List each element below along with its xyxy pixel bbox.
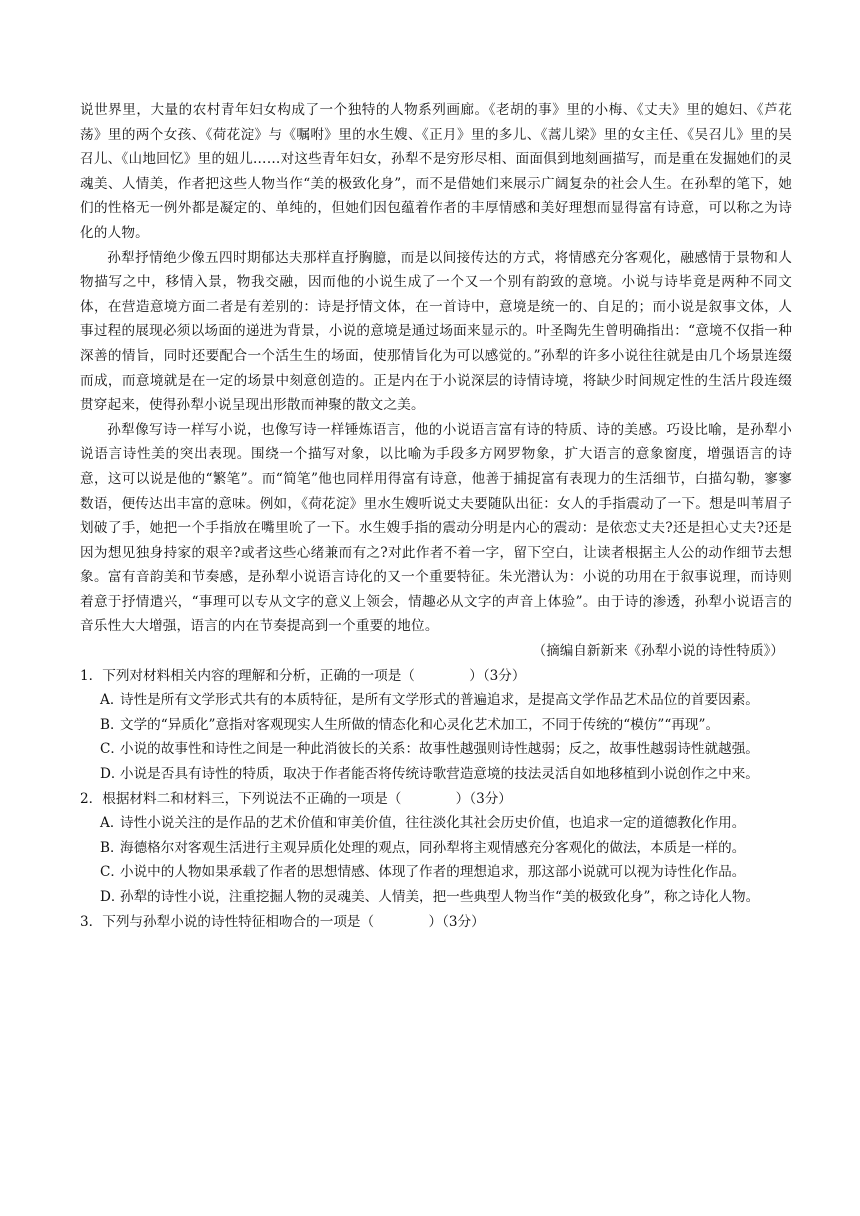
option-d[interactable]: [100, 762, 792, 787]
passage-paragraph: 孙犁像写诗一样写小说，也像写诗一样锤炼语言，他的小说语言富有诗的特质、诗的美感。巧设比喻，是孙犁小说语言诗性美的突出表现。围绕一个描写对象，以比喻为手段多方网罗物象，扩大语言的意象窗度，增强语言的诗意，这可以说是他的“繁笔”。而“简笔”他也同样用得富有诗意，他善于捕捉富有表现力的生活细节，白描勾勒，寥寥数语，便传达出丰富的意味。例如，《荷花淀》里水生嫂听说丈夫要随队出征：女人的手指震动了一下。想是叫苇眉子划破了手，她把一个手指放在嘴里吮了一下。水生嫂手指的震动分明是内心的震动：是依恋丈夫?还是担心丈夫?还是因为想见独身持家的艰辛?或者这些心绪兼而有之?对此作者不着一字，留下空白，让读者根据主人公的动作细节去想象。富有音韵美和节奏感，是孙犁小说语言诗化的又一个重要特征。朱光潜认为：小说的功用在于叙事说理，而诗则着意于抒情遣兴，“事理可以专从文字的意义上领会，情趣必从文字的声音上体验”。由于诗的渗透，孙犁小说语言的音乐性大大增强，语言的内在节奏提高到一个重要的地位。: [80, 421, 792, 635]
option-text: 诗性是所有文学形式共有的本质特征，是所有文学形式的普遍追求，是提高文学作品艺术品位的首要因素。: [120, 692, 759, 709]
question-2: [80, 787, 792, 910]
option-c[interactable]: [100, 860, 792, 885]
passage-paragraph: 孙犁抒情绝少像五四时期郁达夫那样直抒胸臆，而是以间接传达的方式，将情感充分客观化，融感情于景物和人物描写之中，移情入景，物我交融，因而他的小说生成了一个又一个别有韵致的意境。小说与诗毕竟是两种不同文体，在营造意境方面二者是有差别的：诗是抒情文体，在一首诗中，意境是统一的、自足的；而小说是叙事文体，人事过程的展现必须以场面的递进为背景，小说的意境是通过场面来显示的。叶圣陶先生曾明确指出：“意境不仅指一种深善的情旨，同时还要配合一个活生生的场面，使那情旨化为可以感觉的。”孙犁的许多小说往往就是由几个场景连缀而成，而意境就是在一定的场景中刻意创造的。正是内在于小说深层的诗情诗境，将缺少时间规定性的生活片段连缀贯穿起来，使得孙犁小说呈现出形散而神聚的散文之美。: [80, 249, 792, 414]
option-b[interactable]: [100, 836, 792, 861]
option-d[interactable]: [100, 885, 792, 910]
option-text: 诗性小说关注的是作品的艺术价值和审美价值，往往淡化其社会历史价值，也追求一定的道德教化作用。: [120, 815, 746, 832]
option-text: 小说中的人物如果承载了作者的思想情感、体现了作者的理想追求，那这部小说就可以视为诗性化作品。: [120, 864, 746, 881]
question-stem: 3．下列与孙犁小说的诗性特征相吻合的一项是（ ）（3分）: [80, 913, 485, 930]
option-c[interactable]: [100, 737, 792, 762]
option-letter: A．: [100, 815, 124, 832]
option-letter: A．: [100, 692, 124, 709]
option-letter: C．: [100, 741, 124, 758]
option-b[interactable]: [100, 713, 792, 738]
document-page: [80, 98, 792, 934]
option-letter: B．: [100, 839, 124, 856]
option-a[interactable]: [100, 688, 792, 713]
question-stem: 1．下列对材料相关内容的理解和分析，正确的一项是（ ）（3分）: [80, 667, 526, 684]
question-stem: 2．根据材料二和材料三，下列说法不正确的一项是（ ）（3分）: [80, 790, 512, 807]
option-letter: D．: [100, 889, 125, 905]
option-letter: D．: [100, 766, 125, 783]
option-text: 海德格尔对客观生活进行主观异质化处理的观点，同孙犁将主观情感充分客观化的做法，本质是一样的。: [120, 839, 746, 856]
passage-paragraph: 说世界里，大量的农村青年妇女构成了一个独特的人物系列画廊。《老胡的事》里的小梅、《丈夫》里的媳妇、《芦花荡》里的两个女孩、《荷花淀》与《嘱咐》里的水生嫂、《正月》里的多儿、《蒿儿梁》里的女主任、《吴召儿》里的吴召儿、《山地回忆》里的妞儿……对这些青年妇女，孙犁不是穷形尽相、面面俱到地刻画描写，而是重在发掘她们的灵魂美、人情美，作者把这些人物当作“美的极致化身”，而不是借她们来展示广阔复杂的社会人生。在孙犁的笔下，她们的性格无一例外都是凝定的、单纯的，但她们因包蕴着作者的丰厚情感和美好理想而显得富有诗意，可以称之为诗化的人物。: [80, 102, 792, 241]
option-text: 文学的“异质化”意指对客观现实人生所做的情态化和心灵化艺术加工，不同于传统的“模仿”“再现”。: [120, 716, 720, 733]
option-text: 小说的故事性和诗性之间是一种此消彼长的关系：故事性越强则诗性越弱；反之，故事性越弱诗性就越强。: [120, 741, 759, 758]
passage-source: （摘编自新新来《孙犁小说的诗性特质》）: [532, 643, 784, 660]
option-letter: B．: [100, 716, 124, 733]
option-a[interactable]: [100, 811, 792, 836]
question-3: [80, 910, 792, 935]
option-text: 小说是否具有诗性的特质，取决于作者能否将传统诗歌营造意境的技法灵活自如地移植到小说创作之中来。: [120, 766, 759, 783]
option-letter: C．: [100, 864, 124, 881]
option-text: 孙犁的诗性小说，注重挖掘人物的灵魂美、人情美，把一些典型人物当作“美的极致化身”，称之诗化人物。: [120, 889, 760, 905]
question-1: [80, 664, 792, 787]
